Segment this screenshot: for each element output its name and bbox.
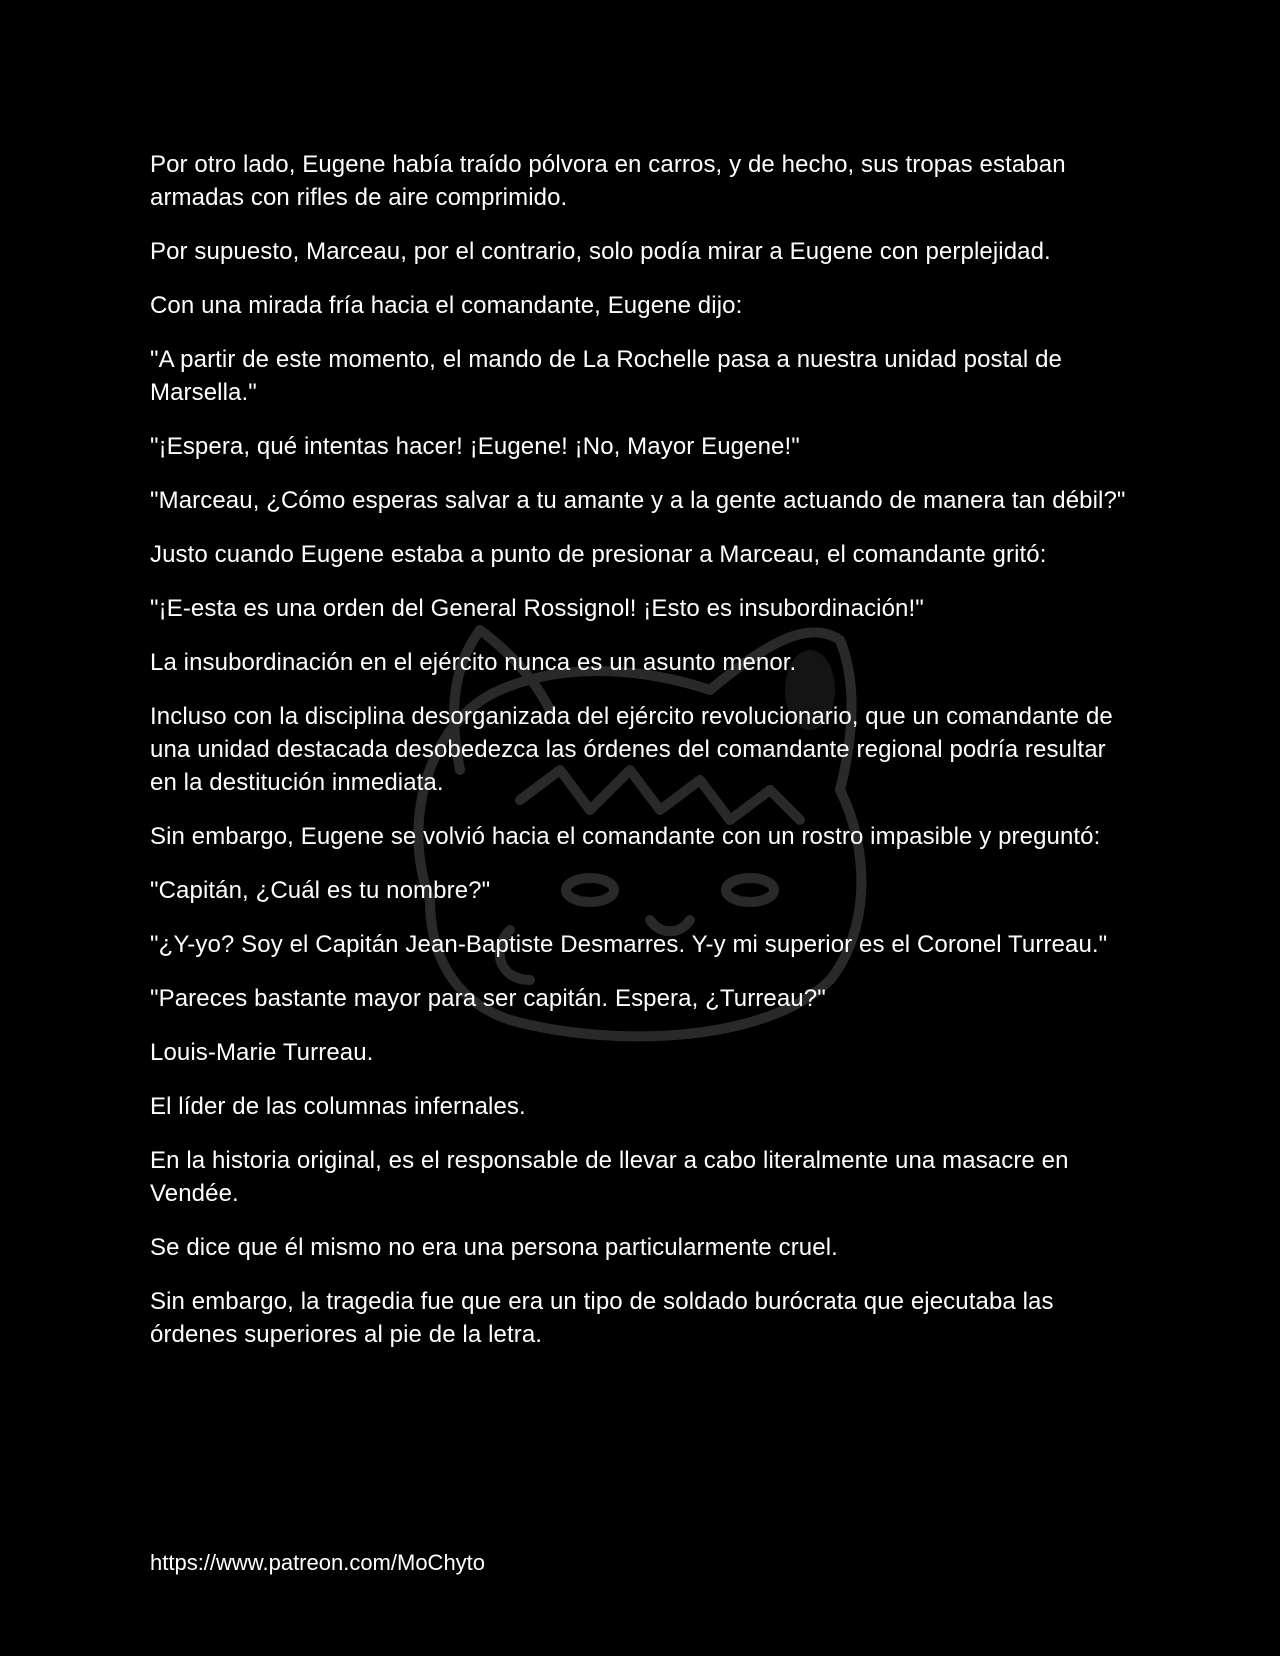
paragraph: "A partir de este momento, el mando de La Rochelle pasa a nuestra unidad postal de Marsella." <box>150 346 1062 406</box>
paragraph: Incluso con la disciplina desorganizada del ejército revolucionario, que un comandante de una unidad destacada desobedezca las órdenes del comandante regional podría resultar en la destitución inmediata. <box>150 703 1113 796</box>
paragraph: Por otro lado, Eugene había traído pólvora en carros, y de hecho, sus tropas estaban armadas con rifles de aire comprimido. <box>150 151 1066 211</box>
paragraph: "¡Espera, qué intentas hacer! ¡Eugene! ¡No, Mayor Eugene!" <box>150 433 800 460</box>
patreon-link[interactable]: https://www.patreon.com/MoChyto <box>150 1550 486 1575</box>
paragraph: En la historia original, es el responsable de llevar a cabo literalmente una masacre en Vendée. <box>150 1147 1069 1207</box>
paragraph: Sin embargo, Eugene se volvió hacia el comandante con un rostro impasible y preguntó: <box>150 823 1101 850</box>
paragraph: Sin embargo, la tragedia fue que era un tipo de soldado burócrata que ejecutaba las órdenes superiores al pie de la letra. <box>150 1288 1054 1348</box>
paragraph: La insubordinación en el ejército nunca es un asunto menor. <box>150 649 797 676</box>
paragraph: "Marceau, ¿Cómo esperas salvar a tu amante y a la gente actuando de manera tan débil?" <box>150 487 1126 514</box>
paragraph: Se dice que él mismo no era una persona particularmente cruel. <box>150 1234 838 1261</box>
document-body <box>150 148 1130 1372</box>
paragraph: "Capitán, ¿Cuál es tu nombre?" <box>150 877 491 904</box>
paragraph: El líder de las columnas infernales. <box>150 1093 526 1120</box>
paragraph: Justo cuando Eugene estaba a punto de presionar a Marceau, el comandante gritó: <box>150 541 1047 568</box>
paragraph: Con una mirada fría hacia el comandante, Eugene dijo: <box>150 292 743 319</box>
paragraph: "Pareces bastante mayor para ser capitán. Espera, ¿Turreau?" <box>150 985 826 1012</box>
paragraph: Por supuesto, Marceau, por el contrario, solo podía mirar a Eugene con perplejidad. <box>150 238 1051 265</box>
paragraph: "¡E-esta es una orden del General Rossignol! ¡Esto es insubordinación!" <box>150 595 924 622</box>
paragraph: "¿Y-yo? Soy el Capitán Jean-Baptiste Desmarres. Y-y mi superior es el Coronel Turreau." <box>150 931 1108 958</box>
paragraph: Louis-Marie Turreau. <box>150 1039 374 1066</box>
